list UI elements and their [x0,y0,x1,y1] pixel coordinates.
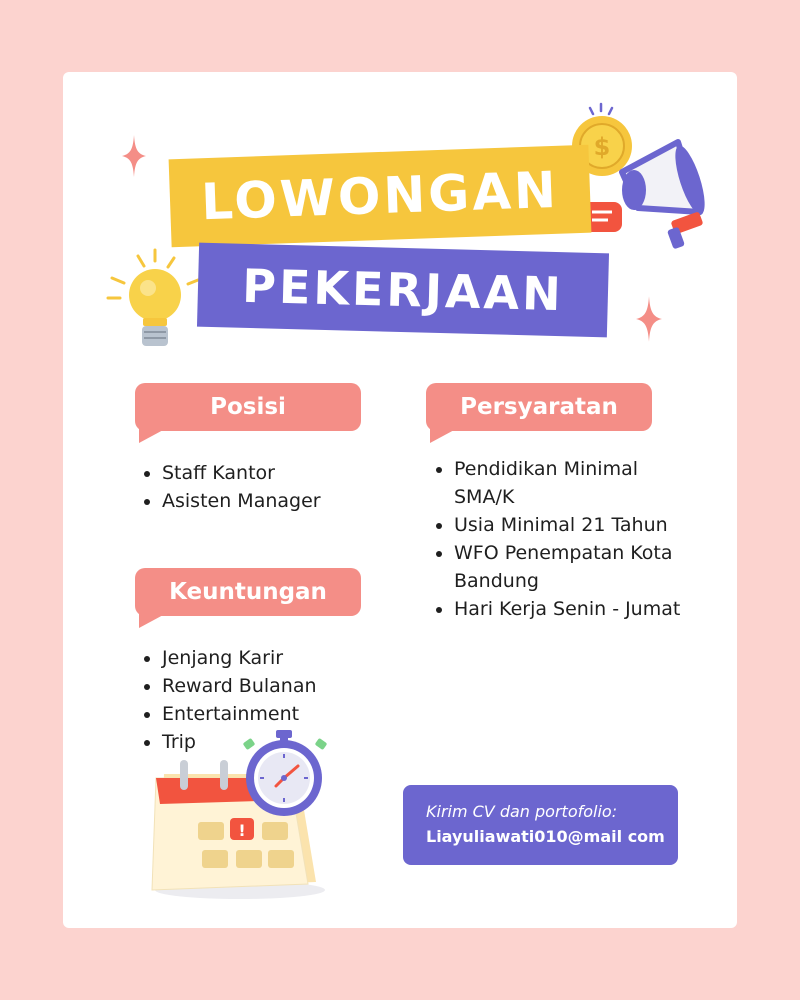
list-item: Reward Bulanan [138,672,388,700]
list-item: Entertainment [138,700,388,728]
lightbulb-icon [100,248,210,353]
svg-text:$: $ [593,133,611,161]
list-item: Jenjang Karir [138,644,388,672]
keuntungan-heading: Keuntungan [135,568,361,616]
posisi-heading: Posisi [135,383,361,431]
sparkle-icon [122,135,146,177]
list-item: Usia Minimal 21 Tahun [430,511,690,539]
list-item: WFO Penempatan Kota Bandung [430,539,690,595]
title-line-1: LOWONGAN [200,160,560,232]
persyaratan-list [430,455,690,623]
title-line-2: PEKERJAAN [241,258,565,322]
contact-box [403,785,678,865]
sparkle-icon [636,296,662,342]
title-banner-yellow [169,145,592,248]
stopwatch-icon [236,730,336,820]
list-item: Hari Kerja Senin - Jumat [430,595,690,623]
list-item: Pendidikan Minimal SMA/K [430,455,690,511]
persyaratan-heading: Persyaratan [426,383,652,431]
list-item: Trip [138,728,388,756]
megaphone-icon [578,132,718,252]
posisi-list [138,459,388,515]
title-banner-purple [197,243,609,338]
svg-text:!: ! [238,821,246,840]
contact-label: Kirim CV dan portofolio: [426,802,618,821]
list-item: Asisten Manager [138,487,388,515]
list-item: Staff Kantor [138,459,388,487]
contact-email[interactable]: Liayuliawati010@mail com [426,827,665,846]
